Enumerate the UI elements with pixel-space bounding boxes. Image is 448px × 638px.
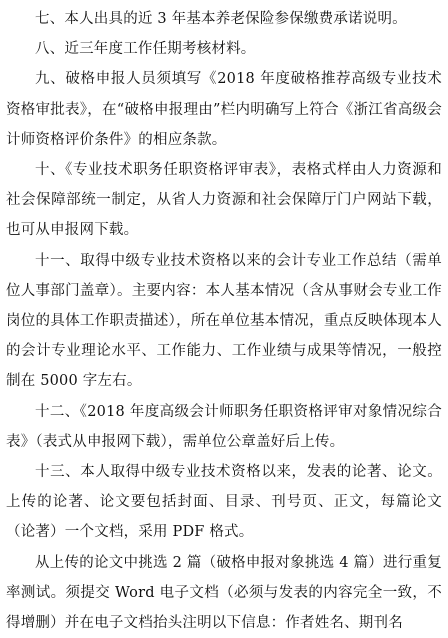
paragraph-item-13-continued: 从上传的论文中挑选 2 篇（破格申报对象挑选 4 篇）进行重复率测试。须提交 Word 电子文档（必须与发表的内容完全一致，不得增删）并在电子文档抬头注明以下信息：作者姓名、期刊名 xyxy=(6,554,442,632)
paragraph-item-7: 七、本人出具的近 3 年基本养老保险参保缴费承诺说明。 xyxy=(35,11,407,27)
paragraph-item-10: 十、《专业技术职务任职资格评审表》，表格式样由人力资源和社会保障部统一制定，从省人力资源和社会保障厅门户网站下载，也可从申报网下载。 xyxy=(6,162,442,239)
paragraph-item-9: 九、破格申报人员须填写《2018 年度破格推荐高级专业技术资格审批表》，在“破格申报理由”栏内明确写上符合《浙江省高级会计师资格评价条件》的相应条款。 xyxy=(6,71,442,148)
paragraph-item-11: 十一、取得中级专业技术资格以来的会计专业工作总结（需单位人事部门盖章）。主要内容：本人基本情况（含从事财会专业工作岗位的具体工作职责描述），所在单位基本情况，重点反映体现本人的会计专业理论水平、工作能力、工作业绩与成果等情况，一般控制在 5000 字左右。 xyxy=(6,252,442,390)
paragraph-item-13: 十三、本人取得中级专业技术资格以来，发表的论著、论文。上传的论著、论文要包括封面、目录、刊号页、正文，每篇论文（论著）一个文档，采用 PDF 格式。 xyxy=(6,464,442,541)
paragraph-item-8: 八、近三年度工作任期考核材料。 xyxy=(35,41,256,58)
paragraph-item-12: 十二、《2018 年度高级会计师职务任职资格评审对象情况综合表》（表式从申报网下载），需单位公章盖好后上传。 xyxy=(6,403,442,450)
